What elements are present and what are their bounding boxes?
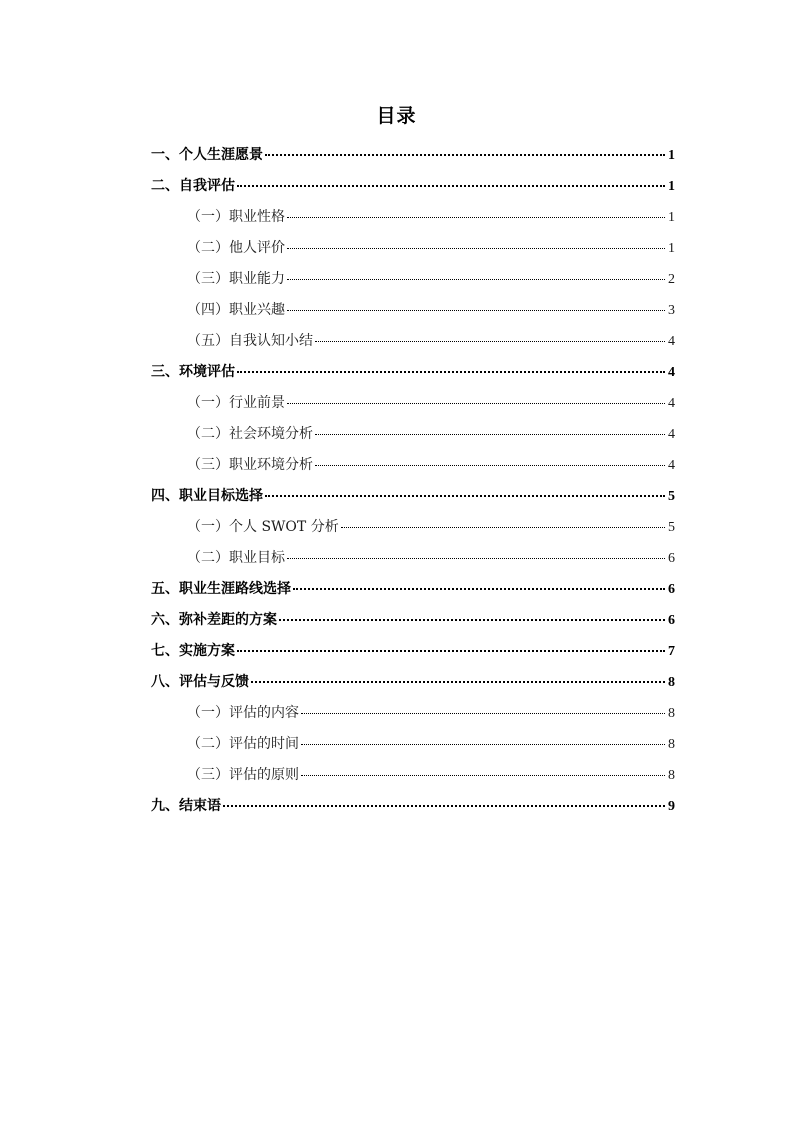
toc-page-number: 1 [668, 241, 675, 256]
toc-page-number: 8 [668, 737, 675, 752]
toc-page-number: 6 [668, 613, 675, 628]
toc-dot-leader [301, 744, 665, 745]
toc-entry-section[interactable] [151, 328, 675, 359]
toc-entry-section[interactable] [151, 421, 675, 452]
toc-entry-text: （二）评估的时间 [187, 736, 299, 752]
toc-entry-chapter[interactable] [151, 793, 675, 824]
toc-dot-leader [287, 310, 665, 311]
toc-entry-section[interactable] [151, 204, 675, 235]
toc-dot-leader [315, 434, 665, 435]
toc-dot-leader [315, 465, 665, 466]
toc-list [151, 142, 675, 824]
toc-entry-text: 七、实施方案 [151, 643, 235, 659]
toc-dot-leader [301, 713, 665, 714]
toc-dot-leader [223, 805, 665, 807]
toc-entry-section[interactable] [151, 297, 675, 328]
toc-entry-section[interactable] [151, 762, 675, 793]
toc-page-number: 4 [668, 458, 675, 473]
toc-entry-section[interactable] [151, 545, 675, 576]
toc-page-number: 4 [668, 427, 675, 442]
toc-dot-leader [237, 650, 665, 652]
toc-entry-text: 八、评估与反馈 [151, 674, 249, 690]
toc-page-number: 4 [668, 365, 675, 380]
toc-entry-text: （三）职业能力 [187, 271, 285, 287]
toc-entry-text: （一）评估的内容 [187, 705, 299, 721]
toc-page-number: 1 [668, 210, 675, 225]
toc-entry-section[interactable] [151, 700, 675, 731]
toc-entry-section[interactable] [151, 235, 675, 266]
toc-entry-text: （一）行业前景 [187, 395, 285, 411]
toc-entry-chapter[interactable] [151, 359, 675, 390]
toc-entry-chapter[interactable] [151, 483, 675, 514]
toc-entry-chapter[interactable] [151, 638, 675, 669]
toc-page-number: 4 [668, 396, 675, 411]
toc-page-number: 4 [668, 334, 675, 349]
toc-entry-text: （二）职业目标 [187, 550, 285, 566]
toc-entry-text: （三）评估的原则 [187, 767, 299, 783]
toc-entry-chapter[interactable] [151, 142, 675, 173]
toc-entry-text: （一）职业性格 [187, 209, 285, 225]
toc-entry-text: （二）他人评价 [187, 240, 285, 256]
toc-entry-chapter[interactable] [151, 173, 675, 204]
toc-entry-section[interactable] [151, 514, 675, 545]
toc-entry-text: 九、结束语 [151, 798, 221, 814]
toc-dot-leader [293, 588, 665, 590]
toc-page-number: 1 [668, 179, 675, 194]
toc-page-number: 7 [668, 644, 675, 659]
toc-dot-leader [287, 279, 665, 280]
toc-entry-text: 五、职业生涯路线选择 [151, 581, 291, 597]
toc-page-number: 6 [668, 551, 675, 566]
toc-dot-leader [265, 154, 665, 156]
toc-dot-leader [301, 775, 665, 776]
toc-entry-chapter[interactable] [151, 576, 675, 607]
toc-entry-text: 二、自我评估 [151, 178, 235, 194]
toc-entry-section[interactable] [151, 390, 675, 421]
toc-page-number: 6 [668, 582, 675, 597]
toc-dot-leader [251, 681, 665, 683]
toc-entry-section[interactable] [151, 452, 675, 483]
toc-dot-leader [237, 371, 665, 373]
toc-dot-leader [341, 527, 665, 528]
toc-dot-leader [265, 495, 665, 497]
toc-entry-text: 三、环境评估 [151, 364, 235, 380]
toc-entry-text: （三）职业环境分析 [187, 457, 313, 473]
toc-page-number: 1 [668, 148, 675, 163]
toc-entry-chapter[interactable] [151, 607, 675, 638]
toc-page-number: 5 [668, 520, 675, 535]
toc-entry-text: （四）职业兴趣 [187, 302, 285, 318]
toc-dot-leader [287, 558, 665, 559]
toc-page-number: 2 [668, 272, 675, 287]
toc-entry-text: （五）自我认知小结 [187, 333, 313, 349]
toc-page-number: 8 [668, 706, 675, 721]
toc-dot-leader [237, 185, 665, 187]
toc-page-number: 5 [668, 489, 675, 504]
toc-dot-leader [279, 619, 665, 621]
toc-entry-text: 四、职业目标选择 [151, 488, 263, 504]
toc-entry-section[interactable] [151, 266, 675, 297]
toc-entry-chapter[interactable] [151, 669, 675, 700]
toc-page-number: 9 [668, 799, 675, 814]
toc-entry-text: （一）个人 SWOT 分析 [187, 519, 339, 535]
toc-page-number: 3 [668, 303, 675, 318]
toc-entry-section[interactable] [151, 731, 675, 762]
toc-entry-text: 一、个人生涯愿景 [151, 147, 263, 163]
toc-dot-leader [315, 341, 665, 342]
toc-page-number: 8 [668, 768, 675, 783]
toc-dot-leader [287, 403, 665, 404]
toc-entry-text: 六、弥补差距的方案 [151, 612, 277, 628]
toc-page-number: 8 [668, 675, 675, 690]
toc-title: 目录 [376, 105, 417, 127]
toc-dot-leader [287, 248, 665, 249]
toc-dot-leader [287, 217, 665, 218]
toc-entry-text: （二）社会环境分析 [187, 426, 313, 442]
